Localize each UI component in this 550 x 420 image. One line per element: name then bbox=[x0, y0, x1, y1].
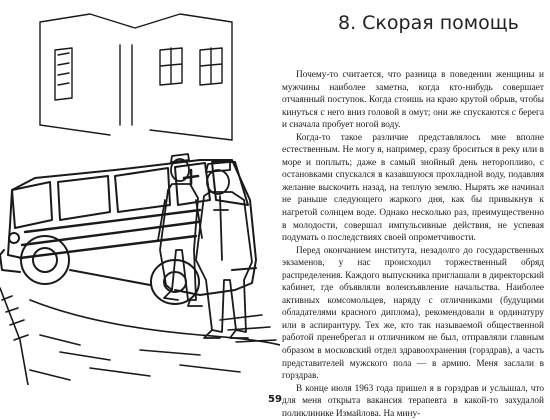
ambulance-illustration bbox=[0, 0, 280, 385]
paragraph: Почему-то считается, что разница в поведении женщины и мужчины наиболее заметна, когда кто-нибудь совершает отчаянный поступок. Когда стоишь на краю крутой обрыв, чтобы кинуться с него вниз головой в омут; они же спускаются с берега и сначала пробует ногой воду. bbox=[282, 70, 544, 131]
paragraph: Когда-то такое различие представлялось мне вполне естественным. Не могу я, например, сразу броситься в реку или в море и поплыть; даже в самый знойный день неторопливо, с остановками спускался в казавшуюся прохладной воду, подавляя желание выскочить назад, на теплую землю. Нырять же начинал не раньше следующего жаркого дня, как бы привыкнув к нагретой солнцем воде. Однако несколько раз, преимущественно в молодости, совершал импульсивные действия, не успевая подумать о последствиях своей опрометчивости. bbox=[282, 132, 544, 244]
chapter-title: 8. Скорая помощь bbox=[338, 12, 519, 34]
paragraph: В конце июля 1963 года пришел я в горздрав и услышал, что для меня открыта вакансия терапевта в какой-то захудалой поликлинике Измайлова. На мину- bbox=[282, 383, 544, 419]
body-text bbox=[282, 69, 544, 420]
paragraph: Перед окончанием института, незадолго до государственных экзаменов, у нас происходил торжественный обряд распределения. Каждого выпускника приглашали в директорский кабинет, где объявляли волеизъявление начальства. Наиболее активных комсомольцев, наряду с отличниками (будущими обладателями красного диплома), рекомендовали в ординатуру или в аспирантуру. Тех же, кто так называемой общественной работой пренебрегал и отличником не был, отправляли главным образом в московский отдел здравоохранения (горздрав), а часть представителей мужского пола — в армию. Меня заслали в горздрав. bbox=[282, 245, 544, 382]
page-number: 59 bbox=[268, 394, 282, 405]
